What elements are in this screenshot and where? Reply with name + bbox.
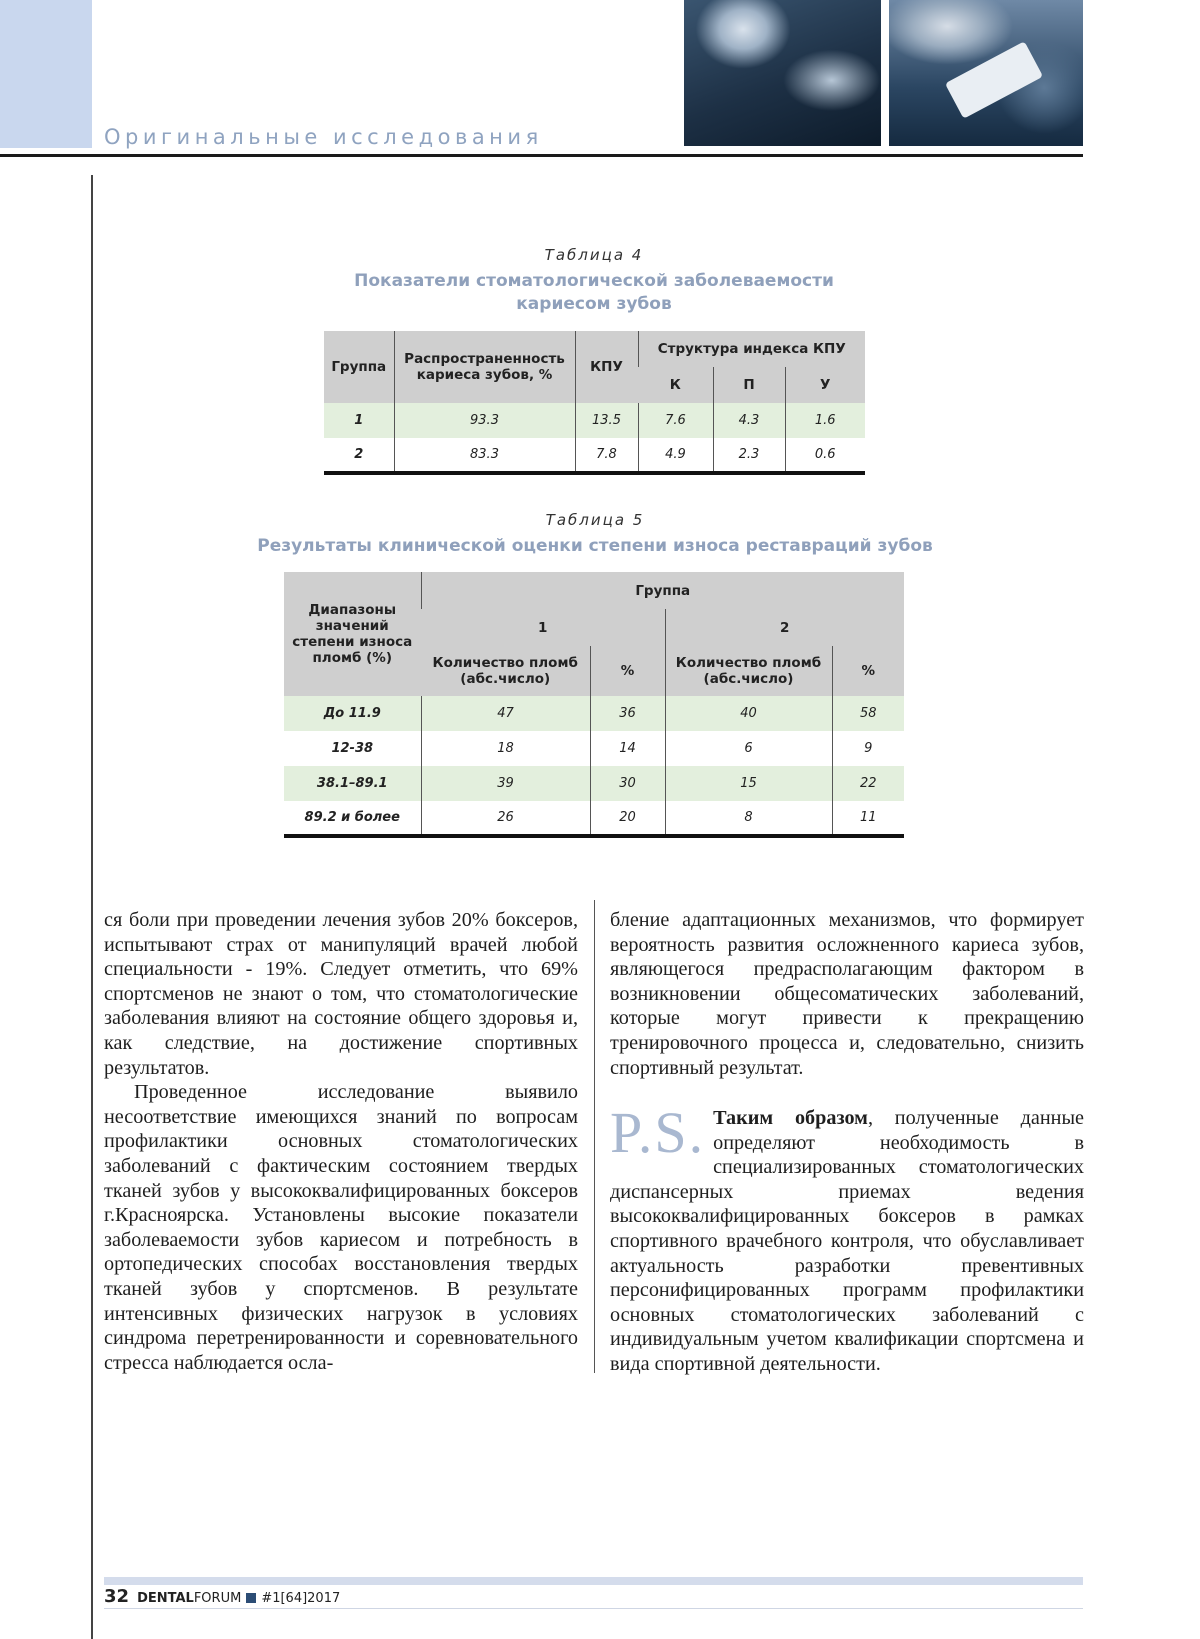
table-row bbox=[284, 731, 904, 766]
table4-header-kpu: КПУ bbox=[575, 331, 638, 403]
brand-forum: FORUM bbox=[193, 1591, 242, 1606]
table4-cell-prevalence: 93.3 bbox=[394, 403, 575, 438]
table4-header-prevalence: Распространенность кариеса зубов, % bbox=[394, 331, 575, 403]
table5-header-g2-count: Количество пломб (абс.число) bbox=[665, 646, 832, 696]
table5-header-group: Группа bbox=[421, 572, 904, 609]
table4-label: Таблица 4 bbox=[544, 246, 644, 264]
section-title: Оригинальные исследования bbox=[104, 125, 543, 149]
table4-cell-k: 4.9 bbox=[638, 438, 713, 473]
ps-block bbox=[610, 1100, 1084, 1377]
page-number: 32 bbox=[104, 1586, 130, 1607]
footer-line bbox=[104, 1608, 1083, 1609]
table5-cell-g1-count: 39 bbox=[421, 766, 590, 801]
table4-cell-group: 1 bbox=[324, 403, 394, 438]
table4-cell-u: 0.6 bbox=[785, 438, 865, 473]
issue-number: #1[64]2017 bbox=[261, 1591, 341, 1606]
paragraph: бление адаптационных механизмов, что формирует вероятность развития осложненного кариеса зубов, являющегося предрасполагающим фактором в возникновении общесоматических заболеваний, которые могут привести к прекращению тренировочного процесса и, следовательно, снизить спортивный результат. bbox=[610, 909, 1084, 1079]
table4-caption bbox=[324, 246, 864, 316]
table5-cell-g2-pct: 9 bbox=[832, 731, 904, 766]
table5-cell-g2-pct: 58 bbox=[832, 696, 904, 731]
table4-header-group: Группа bbox=[324, 331, 394, 403]
table4-cell-kpu: 7.8 bbox=[575, 438, 638, 473]
table5-header-g1-percent: % bbox=[590, 646, 665, 696]
ps-bold-lead: Таким образом bbox=[713, 1107, 868, 1129]
table4-cell-kpu: 13.5 bbox=[575, 403, 638, 438]
square-icon bbox=[246, 1593, 256, 1603]
column-divider bbox=[594, 900, 595, 1373]
table-row bbox=[324, 403, 865, 438]
header-color-band bbox=[0, 0, 92, 148]
header-rule bbox=[0, 154, 1083, 157]
table-row bbox=[324, 438, 865, 473]
table4-title-line1: Показатели стоматологической заболеваемости bbox=[354, 271, 834, 291]
table5-cell-g1-pct: 14 bbox=[590, 731, 665, 766]
brand-dental: DENTAL bbox=[137, 1591, 194, 1606]
footer bbox=[104, 1586, 340, 1607]
table5-cell-g1-pct: 36 bbox=[590, 696, 665, 731]
table5-cell-g2-count: 15 bbox=[665, 766, 832, 801]
table4-header-p: П bbox=[713, 367, 785, 403]
table4-header-structure: Структура индекса КПУ bbox=[638, 331, 865, 367]
table4-header-k: К bbox=[638, 367, 713, 403]
table4 bbox=[324, 331, 865, 475]
table4-cell-k: 7.6 bbox=[638, 403, 713, 438]
table4-cell-group: 2 bbox=[354, 447, 364, 462]
table5-cell-g1-pct: 20 bbox=[590, 801, 665, 836]
table-row bbox=[284, 696, 904, 731]
header-photo-dental-mirror bbox=[684, 0, 881, 146]
table5-cell-g2-count: 6 bbox=[665, 731, 832, 766]
header-photo-toothbrush bbox=[889, 0, 1083, 146]
body-column-right bbox=[610, 908, 1084, 1080]
page-margin-line bbox=[91, 175, 93, 1639]
table5-header-range: Диапазоны значений степени износа пломб (%) bbox=[284, 572, 421, 696]
table5-cell-g1-count: 47 bbox=[421, 696, 590, 731]
table5-cell-g1-pct: 30 bbox=[590, 766, 665, 801]
table5-cell-range: До 11.9 bbox=[284, 696, 421, 731]
table4-header-u: У bbox=[785, 367, 865, 403]
table5-cell-g2-pct: 11 bbox=[832, 801, 904, 836]
footer-band bbox=[104, 1577, 1083, 1585]
table4-cell-prevalence: 83.3 bbox=[394, 438, 575, 473]
table5-cell-g1-count: 26 bbox=[421, 801, 590, 836]
table5-label: Таблица 5 bbox=[545, 511, 645, 529]
table-row bbox=[284, 801, 904, 836]
table5-cell-range: 12-38 bbox=[331, 741, 374, 756]
toothbrush-shape bbox=[945, 41, 1043, 119]
table4-cell-p: 4.3 bbox=[713, 403, 785, 438]
paragraph: Проведенное исследование выявило несоответствие имеющихся знаний по вопросам профилактики основных стоматологических заболеваний с фактическим состоянием твердых тканей зубов у высококвалифицированных боксеров г.Красноярска. Установлены высокие показатели заболеваемости зубов кариесом и потребность в ортопедических способах восстановления твердых тканей зубов у спортсменов. В результате интенсивных физических нагрузок в условиях синдрома перетренированности и соревновательного стресса наблюдается осла- bbox=[104, 1081, 578, 1374]
table4-title-line2: кариесом зубов bbox=[516, 294, 672, 314]
table5-cell-g1-count: 18 bbox=[421, 731, 590, 766]
table5-cell-g2-pct: 22 bbox=[832, 766, 904, 801]
table5-caption bbox=[230, 511, 960, 558]
paragraph: ся боли при проведении лечения зубов 20% боксеров, испытывают страх от манипуляций врачей любой специальности - 19%. Следует отметить, что 69% спортсменов не знают о том, что стоматологические заболевания влияют на состояние общего здоровья и, как следствие, на достижение спортивных результатов. bbox=[104, 909, 578, 1079]
table5 bbox=[284, 572, 904, 838]
table5-cell-g2-count: 8 bbox=[665, 801, 832, 836]
table5-cell-g2-count: 40 bbox=[665, 696, 832, 731]
table5-cell-range: 89.2 и более bbox=[304, 810, 400, 825]
ps-text: , полученные данные определяют необходимость в специализированных стоматологических диспансерных приемах ведения высококвалифицированных боксеров в рамках спортивного врачебного контроля, что обуславливает актуальность разработки превентивных персонифицированных программ профилактики основных стоматологических заболеваний с индивидуальным учетом квалификации спортсмена и вида спортивной деятельности. bbox=[610, 1107, 1084, 1375]
table5-header-g2-percent: % bbox=[832, 646, 904, 696]
table4-cell-u: 1.6 bbox=[785, 403, 865, 438]
table-row bbox=[284, 766, 904, 801]
ps-mark: P.S. bbox=[610, 1100, 706, 1165]
table4-title bbox=[324, 270, 864, 316]
table5-cell-range: 38.1–89.1 bbox=[284, 766, 421, 801]
table5-title: Результаты клинической оценки степени износа реставраций зубов bbox=[257, 536, 933, 556]
table5-header-g1-count: Количество пломб (абс.число) bbox=[421, 646, 590, 696]
body-column-left bbox=[104, 908, 578, 1375]
table4-cell-p: 2.3 bbox=[713, 438, 785, 473]
table5-header-group2: 2 bbox=[665, 609, 904, 646]
table5-header-group1: 1 bbox=[421, 609, 665, 646]
